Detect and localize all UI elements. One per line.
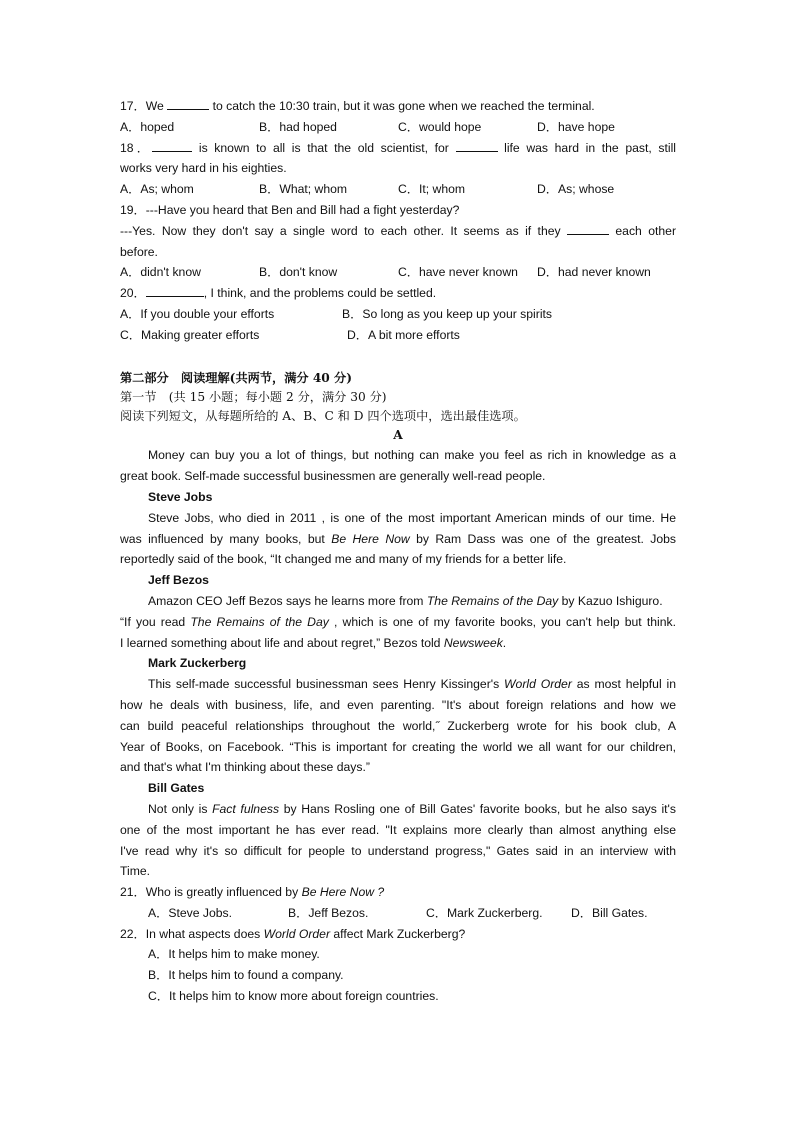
question-19-stem: 19．---Have you heard that Ben and Bill had a fight yesterday? [120, 202, 460, 217]
heading-steve-jobs: Steve Jobs [148, 489, 213, 504]
gates-paragraph-end: Time. [120, 864, 151, 879]
section-title: 第二部分 阅读理解(共两节，满分 40 分) [120, 370, 352, 385]
book-title: Fact fulness [212, 801, 280, 816]
question-19-dialog: ---Yes. Now they don't say a single word to each other. It seems as if they each other [120, 223, 676, 238]
gates-paragraph-2: one of the most important he has ever read. "It explains more clearly than almost anything else [120, 822, 676, 837]
option-c: C．It; whom [398, 182, 466, 197]
gates-paragraph: Not only is Fact fulness by Hans Rosling one of Bill Gates' favorite books, but he also says it's [148, 801, 676, 816]
option-b: B．So long as you keep up your spirits [342, 306, 553, 321]
answer-blank [167, 97, 209, 110]
question-19-stem-cont: before. [120, 244, 158, 259]
option-d: D．A bit more efforts [347, 327, 460, 342]
answer-blank [456, 139, 498, 152]
option-c: C．It helps him to know more about foreign countries. [148, 989, 439, 1004]
question-21-stem: 21．Who is greatly influenced by Be Here Now ? [120, 885, 385, 900]
zuck-paragraph-end: and that's what I'm thinking about these days.” [120, 760, 370, 775]
question-20-options-cd [120, 325, 676, 346]
section-subtitle: 第一节 (共 15 小题；每小题 2 分，满分 30 分) [120, 390, 387, 405]
option-b: B．What; whom [259, 182, 348, 197]
jobs-paragraph-cont: was influenced by many books, but Be Here Now by Ram Dass was one of the greatest. Jobs [120, 531, 676, 546]
option-a: A．If you double your efforts [120, 306, 275, 321]
jobs-paragraph: Steve Jobs, who died in 2011 , is one of the most important American minds of our time. He [148, 510, 676, 525]
book-title: Be Here Now ? [301, 885, 385, 900]
option-d: D．had never known [537, 265, 651, 280]
question-18-options [120, 179, 676, 200]
question-18-stem: 18． is known to all is that the old scientist, for life was hard in the past, still [120, 140, 676, 155]
zuck-paragraph-2: how he deals with business, life, and even parenting. "It's about foreign relations and how we [120, 697, 676, 712]
question-19-options [120, 262, 676, 283]
answer-blank [567, 222, 609, 235]
heading-bill-gates: Bill Gates [148, 781, 205, 796]
option-c: C．have never known [398, 265, 518, 280]
question-20-stem: 20． , I think, and the problems could be settled. [120, 286, 437, 301]
option-a: A．As; whom [120, 182, 194, 197]
question-17-options [120, 117, 676, 138]
gates-paragraph-3: I've read why it's so difficult for people to understand progress," Gates said in an interview with [120, 843, 676, 858]
bezos-paragraph: Amazon CEO Jeff Bezos says he learns more from The Remains of the Day by Kazuo Ishiguro. [148, 593, 663, 608]
bezos-paragraph-cont: “If you read The Remains of the Day , which is one of my favorite books, you can't help but think. [120, 614, 676, 629]
heading-mark-zuckerberg: Mark Zuckerberg [148, 656, 247, 671]
option-c: C．Mark Zuckerberg. [426, 905, 543, 920]
zuck-paragraph: This self-made successful businessman sees Henry Kissinger's World Order as most helpful in [148, 677, 676, 692]
passage-label: A [393, 428, 403, 443]
question-21-options [120, 903, 676, 924]
book-title: World Order [263, 926, 331, 941]
option-b: B．It helps him to found a company. [148, 968, 344, 983]
option-a: A．It helps him to make money. [148, 947, 320, 962]
option-d: D．As; whose [537, 182, 615, 197]
option-d: D．have hope [537, 119, 615, 134]
passage-intro: Money can buy you a lot of things, but nothing can make you feel as rich in knowledge as a [148, 448, 676, 463]
passage-intro-cont: great book. Self-made successful businessmen are generally well-read people. [120, 469, 546, 484]
magazine-title: Newsweek [443, 635, 503, 650]
answer-blank [146, 284, 204, 297]
question-20-options-ab [120, 304, 676, 325]
answer-blank [152, 139, 192, 152]
jobs-paragraph-end: reportedly said of the book, “It changed me and many of my friends for a better life. [120, 552, 567, 567]
book-title: World Order [504, 677, 572, 692]
exam-page [120, 96, 676, 1007]
option-a: A．didn't know [120, 265, 201, 280]
question-22-stem: 22．In what aspects does World Order affect Mark Zuckerberg? [120, 926, 466, 941]
option-a: A．Steve Jobs. [148, 905, 232, 920]
zuck-paragraph-3: can build peaceful relationships throughout the world,˝ Zuckerberg wrote for his book club, A [120, 718, 676, 733]
question-17-stem: 17．We to catch the 10:30 train, but it was gone when we reached the terminal. [120, 99, 595, 113]
option-b: B．don't know [259, 265, 338, 280]
option-c: C．would hope [398, 119, 482, 134]
book-title: Be Here Now [331, 531, 410, 546]
section-instruction: 阅读下列短文，从每题所给的 A、B、C 和 D 四个选项中，选出最佳选项。 [120, 409, 526, 424]
option-a: A．hoped [120, 119, 175, 134]
heading-jeff-bezos: Jeff Bezos [148, 573, 209, 588]
option-b: B．had hoped [259, 119, 337, 134]
book-title: The Remains of the Day [190, 614, 329, 629]
option-c: C．Making greater efforts [120, 327, 260, 342]
book-title: The Remains of the Day [426, 593, 559, 608]
option-d: D．Bill Gates. [571, 905, 648, 920]
zuck-paragraph-4: Year of Books, on Facebook. “This is important for creating the world we all want for our children, [120, 739, 676, 754]
bezos-paragraph-end: I learned something about life and about regret,” Bezos told Newsweek. [120, 635, 507, 650]
question-18-stem-cont: works very hard in his eighties. [120, 161, 287, 176]
option-b: B．Jeff Bezos. [288, 905, 369, 920]
